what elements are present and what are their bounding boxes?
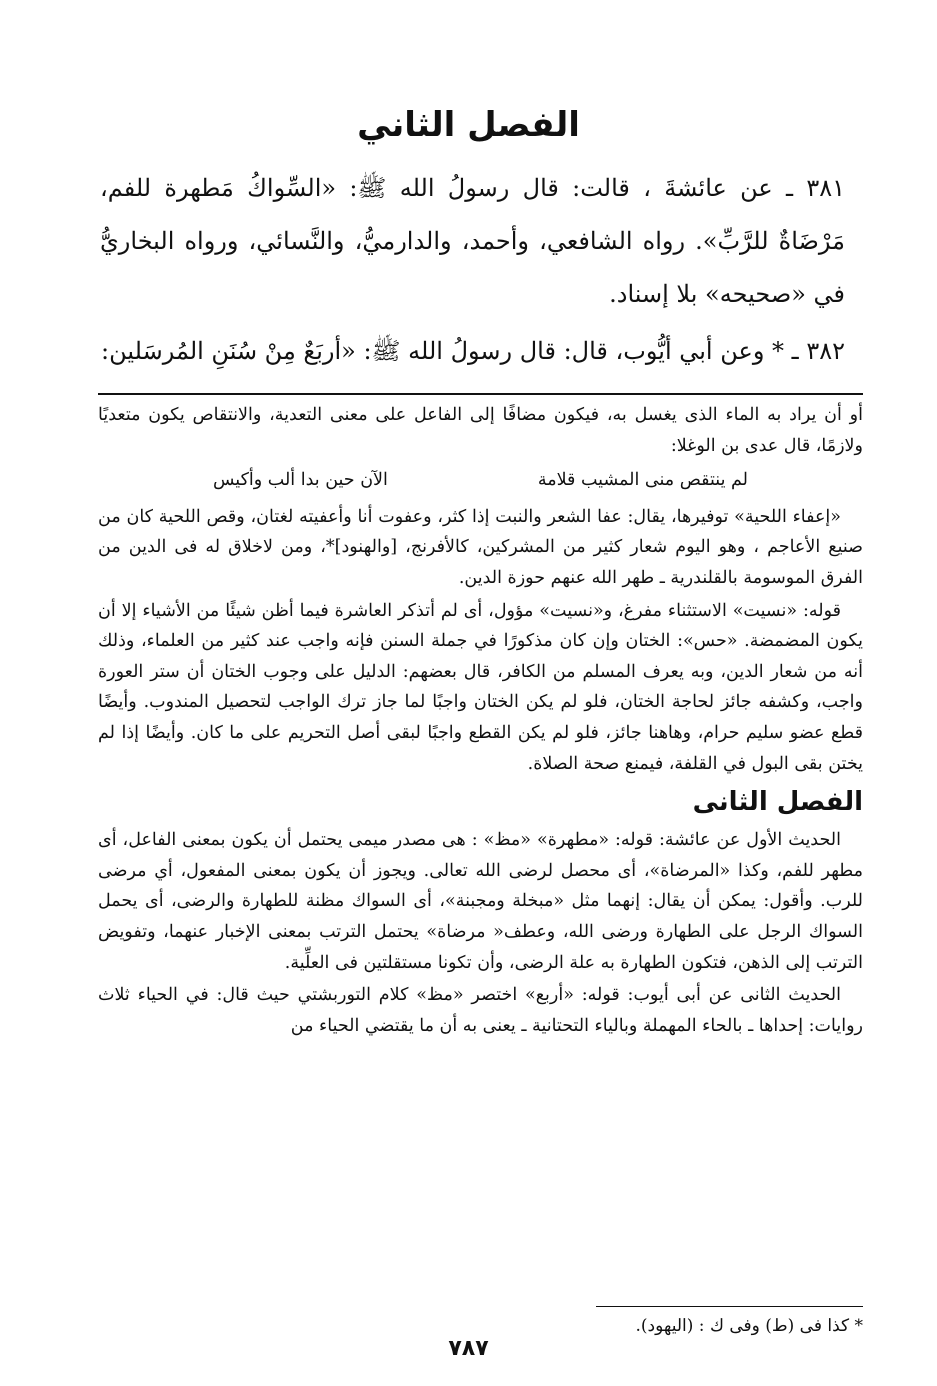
commentary-sub-heading: الفصل الثانى: [692, 787, 863, 818]
verse-hemistich-first: لم ينتقص منى المشيب قلامة: [537, 470, 749, 491]
commentary-paragraph-5: الحديث الثانى عن أبى أيوب: قوله: «أربع» اختصر «مظ» كلام التوربشتي حيث قال: في الحياء ثلاث روايات: إحداها ـ بالحاء المهملة وبالياء التحتانية ـ يعنى به أن ما يقتضي الحياء من: [98, 985, 863, 1036]
chapter-title: الفصل الثاني: [357, 105, 580, 145]
hadith-text: [100, 162, 845, 382]
commentary-paragraph-1: أو أن يراد به الماء الذى يغسل به، فيكون مضافًا إلى الفاعل على معنى التعدية، والانتقاص يكون متعديًا ولازمًا، قال عدى بن الوغلا:: [98, 405, 863, 456]
commentary-paragraph-2: «إعفاء اللحية» توفيرها، يقال: عفا الشعر والنبت إذا كثر، وعفوت أنا وأعفيته لغتان، وقص اللحية كان من صنيع الأعاجم ، وهو اليوم شعار كثير من المشركين، كالأفرنج، [والهنود]*، ومن لاخلاق له فى الدين من الفرق الموسومة بالقلندرية ـ طهر الله عنهم حوزة الدين.: [98, 506, 863, 588]
page-number: ٧٨٧: [448, 1336, 489, 1361]
verse-hemistich-second: الآن حين بدا ألب وأكيس: [212, 470, 388, 491]
commentary-section: [98, 400, 863, 1043]
main-divider: [98, 393, 863, 395]
poetry-verse: [98, 465, 863, 496]
commentary-paragraph-4: الحديث الأول عن عائشة: قوله: «مطهرة» «مظ» : هى مصدر ميمى يحتمل أن يكون بمعنى الفاعل، أى مطهر للفم، وكذا «المرضاة»، أى محصل لرضى الله تعالى. ويجوز أن يكون بمعنى المفعول، أي مرضى للرب. وأقول: يمكن أن يقال: إنهما مثل «مبخلة ومجبنة»، أى السواك مظنة للطهارة والرضى، أى يحمل السواك الرجل على الطهارة ورضى الله، وعطف« مرضاة» يحتمل الترتب بمعنى الإخبار عنهما، وتفويض الترتب إلى الذهن، فتكون الطهارة به علة الرضى، وأن تكونا مستقلتين فى العلِّية.: [98, 830, 863, 973]
commentary-paragraph-3: قوله: «نسيت» الاستثناء مفرغ، و«نسيت» مؤول، أى لم أتذكر العاشرة فيما أظن شيئًا من الأشياء إلا أن يكون المضمضة. «حس»: الختان وإن كان مذكورًا في جملة السنن فإنه واجب عند كثير من العلماء، وذلك أنه من شعار الدين، وبه يعرف المسلم من الكافر، قال بعضهم: الدليل على وجوب الختان أن ستر العورة واجب، وكشفه جائز لحاجة الختان، فلو لم يكن الختان واجبًا لما جاز ترك الواجب لتحصيل المندوب. وأيضًا قطع عضو سليم حرام، وهاهنا جائز، فلو لم يكن القطع واجبًا لبقى أصل التحريم على ما كان. وأيضًا إذا لم يختن بقى البول في القلفة، فيمنع صحة الصلاة.: [98, 600, 863, 774]
hadith-382: ٣٨٢ ـ * وعن أبي أيُّوب، قال: قال رسولُ الله ﷺ: «أربَعٌ مِنْ سُنَنِ المُرسَلين:: [101, 337, 845, 365]
footnote: * كذا فى (ط) وفى ك : (اليهود).: [635, 1316, 863, 1336]
footnote-divider: [596, 1306, 863, 1307]
hadith-381: ٣٨١ ـ عن عائشةَ ، قالت: قال رسولُ الله ﷺ: «السِّواكُ مَطهرة للفم، مَرْضَاةٌ للرَّبِّ». رواه الشافعي، وأحمد، والدارميُّ، والنَّسائي، ورواه البخاريُّ في «صحيحه» بلا إسناد.: [100, 174, 845, 308]
